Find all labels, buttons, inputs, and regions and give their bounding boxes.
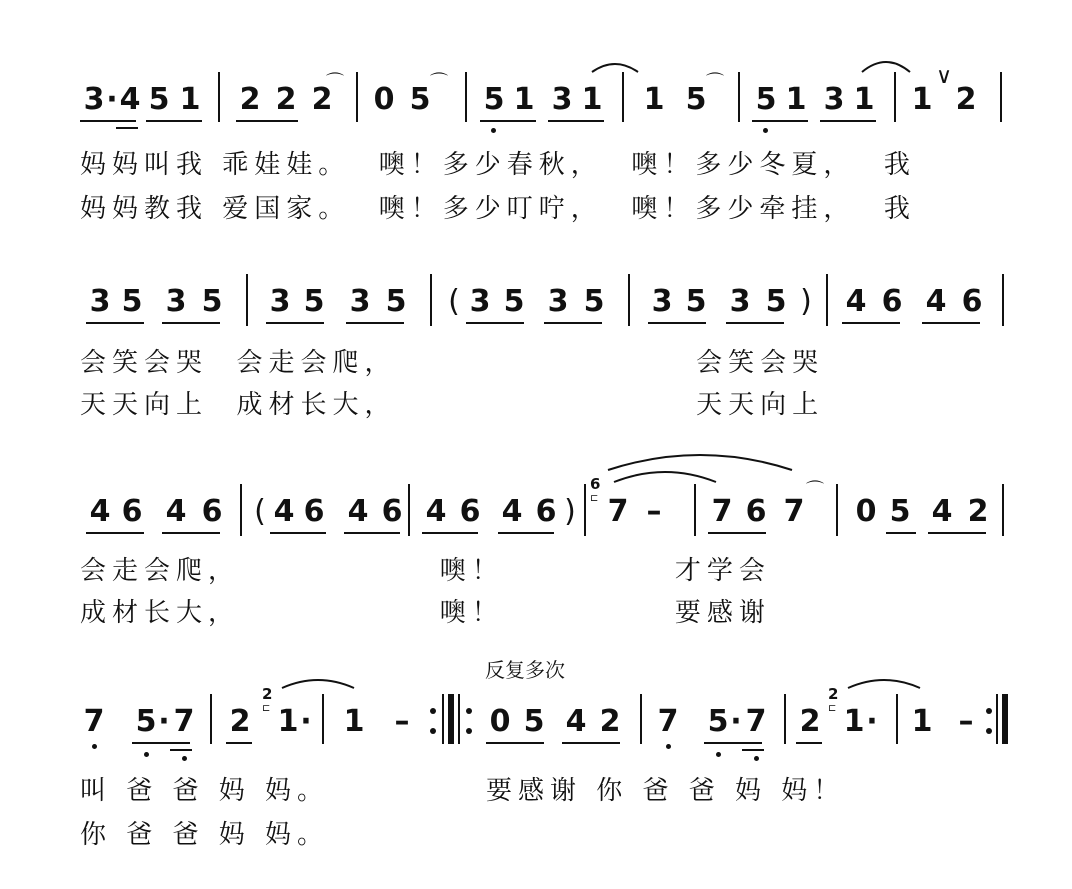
note: 3 — [547, 284, 569, 319]
slur — [608, 455, 792, 470]
underline — [86, 532, 144, 534]
note: 2 — [955, 82, 977, 117]
note: 4 — [165, 494, 187, 529]
note: 3 — [729, 284, 751, 319]
note: 6 — [745, 494, 767, 529]
note: 4 — [347, 494, 369, 529]
lyric-line: 天天向上 成材长大， 天天向上 — [80, 390, 825, 420]
note: 5 — [135, 704, 157, 739]
note: 2 — [239, 82, 261, 117]
barline — [1002, 484, 1004, 536]
slide-mark: ⌒ — [326, 72, 344, 93]
repeat-annotation: 反复多次 — [485, 658, 565, 682]
note: 5 — [755, 82, 777, 117]
note: 7 — [173, 704, 195, 739]
underline — [708, 532, 766, 534]
grace-note: 2 — [262, 685, 273, 703]
note: 3 — [469, 284, 491, 319]
slur — [614, 472, 716, 482]
note: 5 — [685, 284, 707, 319]
barline — [210, 694, 212, 744]
barline — [246, 274, 248, 326]
note: 3 — [89, 284, 111, 319]
note: 1 — [581, 82, 603, 117]
note: 4 — [565, 704, 587, 739]
close-paren: ) — [800, 284, 812, 319]
note: 6 — [459, 494, 481, 529]
note: 6 — [381, 494, 403, 529]
note: 4 — [931, 494, 953, 529]
low-octave-dot — [144, 752, 149, 757]
note: 4 — [501, 494, 523, 529]
underline — [548, 120, 604, 122]
grace-hook: ⊏ — [828, 703, 837, 714]
augmentation-dot: · — [106, 82, 118, 117]
slur — [282, 680, 354, 688]
underline — [236, 120, 298, 122]
note: 0 — [489, 704, 511, 739]
barline — [622, 72, 624, 122]
note: 4 — [845, 284, 867, 319]
repeat-dot — [986, 728, 992, 734]
repeat-dot — [466, 728, 472, 734]
barline — [322, 694, 324, 744]
barline — [896, 694, 898, 744]
note: 3 — [83, 82, 105, 117]
augmentation-dot: · — [158, 704, 170, 739]
note: 5 — [523, 704, 545, 739]
note: 5 — [201, 284, 223, 319]
underline — [266, 322, 324, 324]
note: 2 — [229, 704, 251, 739]
lyric-line: 成材长大， 噢！ 要感谢 — [80, 598, 771, 628]
repeat-barline-thin — [458, 694, 460, 744]
barline — [738, 72, 740, 122]
dash: – — [394, 704, 410, 739]
barline — [356, 72, 358, 122]
note: 5 — [148, 82, 170, 117]
note: 7 — [607, 494, 629, 529]
barline — [826, 274, 828, 326]
note: 5 — [385, 284, 407, 319]
note: 3 — [165, 284, 187, 319]
underline — [842, 322, 900, 324]
low-octave-dot — [754, 756, 759, 761]
grace-hook: ⊏ — [262, 703, 271, 714]
repeat-barline-thin — [442, 694, 444, 744]
underline — [170, 749, 192, 751]
final-barline-thick — [1002, 694, 1008, 744]
underline — [648, 322, 706, 324]
barline — [628, 274, 630, 326]
underline — [726, 322, 784, 324]
underline — [480, 120, 536, 122]
barline — [784, 694, 786, 744]
close-paren: ) — [564, 494, 576, 529]
slur — [592, 64, 638, 72]
note: 5 — [409, 82, 431, 117]
note: 6 — [303, 494, 325, 529]
note: 5 — [483, 82, 505, 117]
note: 4 — [273, 494, 295, 529]
note: 1 — [911, 82, 933, 117]
note: 3 — [551, 82, 573, 117]
repeat-dot — [986, 708, 992, 714]
note: 4 — [119, 82, 141, 117]
grace-note: 2 — [828, 685, 839, 703]
note: 0 — [373, 82, 395, 117]
slur — [848, 680, 920, 688]
note: 6 — [201, 494, 223, 529]
underline — [86, 322, 144, 324]
barline — [836, 484, 838, 536]
underline — [466, 322, 524, 324]
lyric-line: 叫 爸 爸 妈 妈。 要感谢 你 爸 爸 妈 妈！ — [80, 776, 846, 806]
barline — [894, 72, 896, 122]
barline — [640, 694, 642, 744]
note: 0 — [855, 494, 877, 529]
note: 6 — [121, 494, 143, 529]
note: 7 — [83, 704, 105, 739]
underline — [270, 532, 326, 534]
underline — [498, 532, 554, 534]
lyric-line: 你 爸 爸 妈 妈。 — [80, 820, 330, 850]
low-octave-dot — [92, 744, 97, 749]
note: 1 — [277, 704, 299, 739]
note: 3 — [349, 284, 371, 319]
dash: – — [958, 704, 974, 739]
underline — [132, 742, 190, 744]
underline — [886, 532, 916, 534]
note: 5 — [583, 284, 605, 319]
augmentation-dot: · — [730, 704, 742, 739]
slide-mark: ⌒ — [706, 72, 724, 93]
note: 3 — [269, 284, 291, 319]
note: 5 — [889, 494, 911, 529]
note: 4 — [925, 284, 947, 319]
note: 2 — [311, 82, 333, 117]
note: 5 — [121, 284, 143, 319]
note: 7 — [657, 704, 679, 739]
grace-note: 6 — [590, 475, 601, 493]
slur — [862, 62, 910, 72]
note: 3 — [823, 82, 845, 117]
note: 2 — [275, 82, 297, 117]
lyric-line: 妈妈教我 爱国家。 噢！多少叮咛， 噢！多少牵挂， 我 — [80, 194, 916, 224]
underline — [820, 120, 876, 122]
barline — [1000, 72, 1002, 122]
note: 6 — [881, 284, 903, 319]
note: 2 — [967, 494, 989, 529]
note: 4 — [425, 494, 447, 529]
open-paren: ( — [448, 284, 460, 319]
repeat-dot — [466, 708, 472, 714]
note: 5 — [707, 704, 729, 739]
underline — [162, 532, 220, 534]
slide-mark: ⌒ — [806, 480, 824, 501]
lyric-line: 妈妈叫我 乖娃娃。 噢！多少春秋， 噢！多少冬夏， 我 — [80, 150, 916, 180]
low-octave-dot — [716, 752, 721, 757]
underline — [562, 742, 620, 744]
underline — [422, 532, 478, 534]
breath-mark: ∨ — [936, 64, 953, 89]
low-octave-dot — [491, 128, 496, 133]
note: 1 — [785, 82, 807, 117]
grace-hook: ⊏ — [590, 493, 599, 504]
underline — [146, 120, 202, 122]
barline — [408, 484, 410, 536]
note: 5 — [685, 82, 707, 117]
underline — [346, 322, 404, 324]
note: 5 — [303, 284, 325, 319]
underline — [922, 322, 980, 324]
underline — [928, 532, 986, 534]
note: 6 — [535, 494, 557, 529]
note: 5 — [503, 284, 525, 319]
underline — [742, 749, 764, 751]
final-barline-thin — [996, 694, 998, 744]
open-paren: ( — [254, 494, 266, 529]
note: 3 — [651, 284, 673, 319]
underline — [544, 322, 602, 324]
underline — [486, 742, 544, 744]
note: 7 — [711, 494, 733, 529]
note: 1 — [911, 704, 933, 739]
augmentation-dot: · — [866, 704, 878, 739]
underline — [796, 742, 822, 744]
barline — [694, 484, 696, 536]
barline — [465, 72, 467, 122]
repeat-dot — [430, 708, 436, 714]
dash: – — [646, 494, 662, 529]
lyric-line: 会走会爬， 噢！ 才学会 — [80, 556, 771, 586]
underline — [752, 120, 808, 122]
barline — [430, 274, 432, 326]
low-octave-dot — [182, 756, 187, 761]
note: 5 — [765, 284, 787, 319]
underline — [80, 120, 136, 122]
note: 1 — [853, 82, 875, 117]
note: 2 — [599, 704, 621, 739]
low-octave-dot — [763, 128, 768, 133]
augmentation-dot: · — [300, 704, 312, 739]
underline — [226, 742, 252, 744]
note: 1 — [843, 704, 865, 739]
barline — [240, 484, 242, 536]
note: 7 — [783, 494, 805, 529]
barline — [218, 72, 220, 122]
note: 1 — [513, 82, 535, 117]
note: 1 — [343, 704, 365, 739]
slide-mark: ⌒ — [430, 72, 448, 93]
note: 7 — [745, 704, 767, 739]
repeat-dot — [430, 728, 436, 734]
note: 4 — [89, 494, 111, 529]
repeat-barline-thick — [448, 694, 454, 744]
barline — [1002, 274, 1004, 326]
underline — [116, 127, 138, 129]
barline — [584, 484, 586, 536]
underline — [162, 322, 220, 324]
note: 1 — [179, 82, 201, 117]
note: 2 — [799, 704, 821, 739]
low-octave-dot — [666, 744, 671, 749]
lyric-line: 会笑会哭 会走会爬， 会笑会哭 — [80, 348, 825, 378]
underline — [704, 742, 762, 744]
underline — [344, 532, 400, 534]
note: 6 — [961, 284, 983, 319]
note: 1 — [643, 82, 665, 117]
